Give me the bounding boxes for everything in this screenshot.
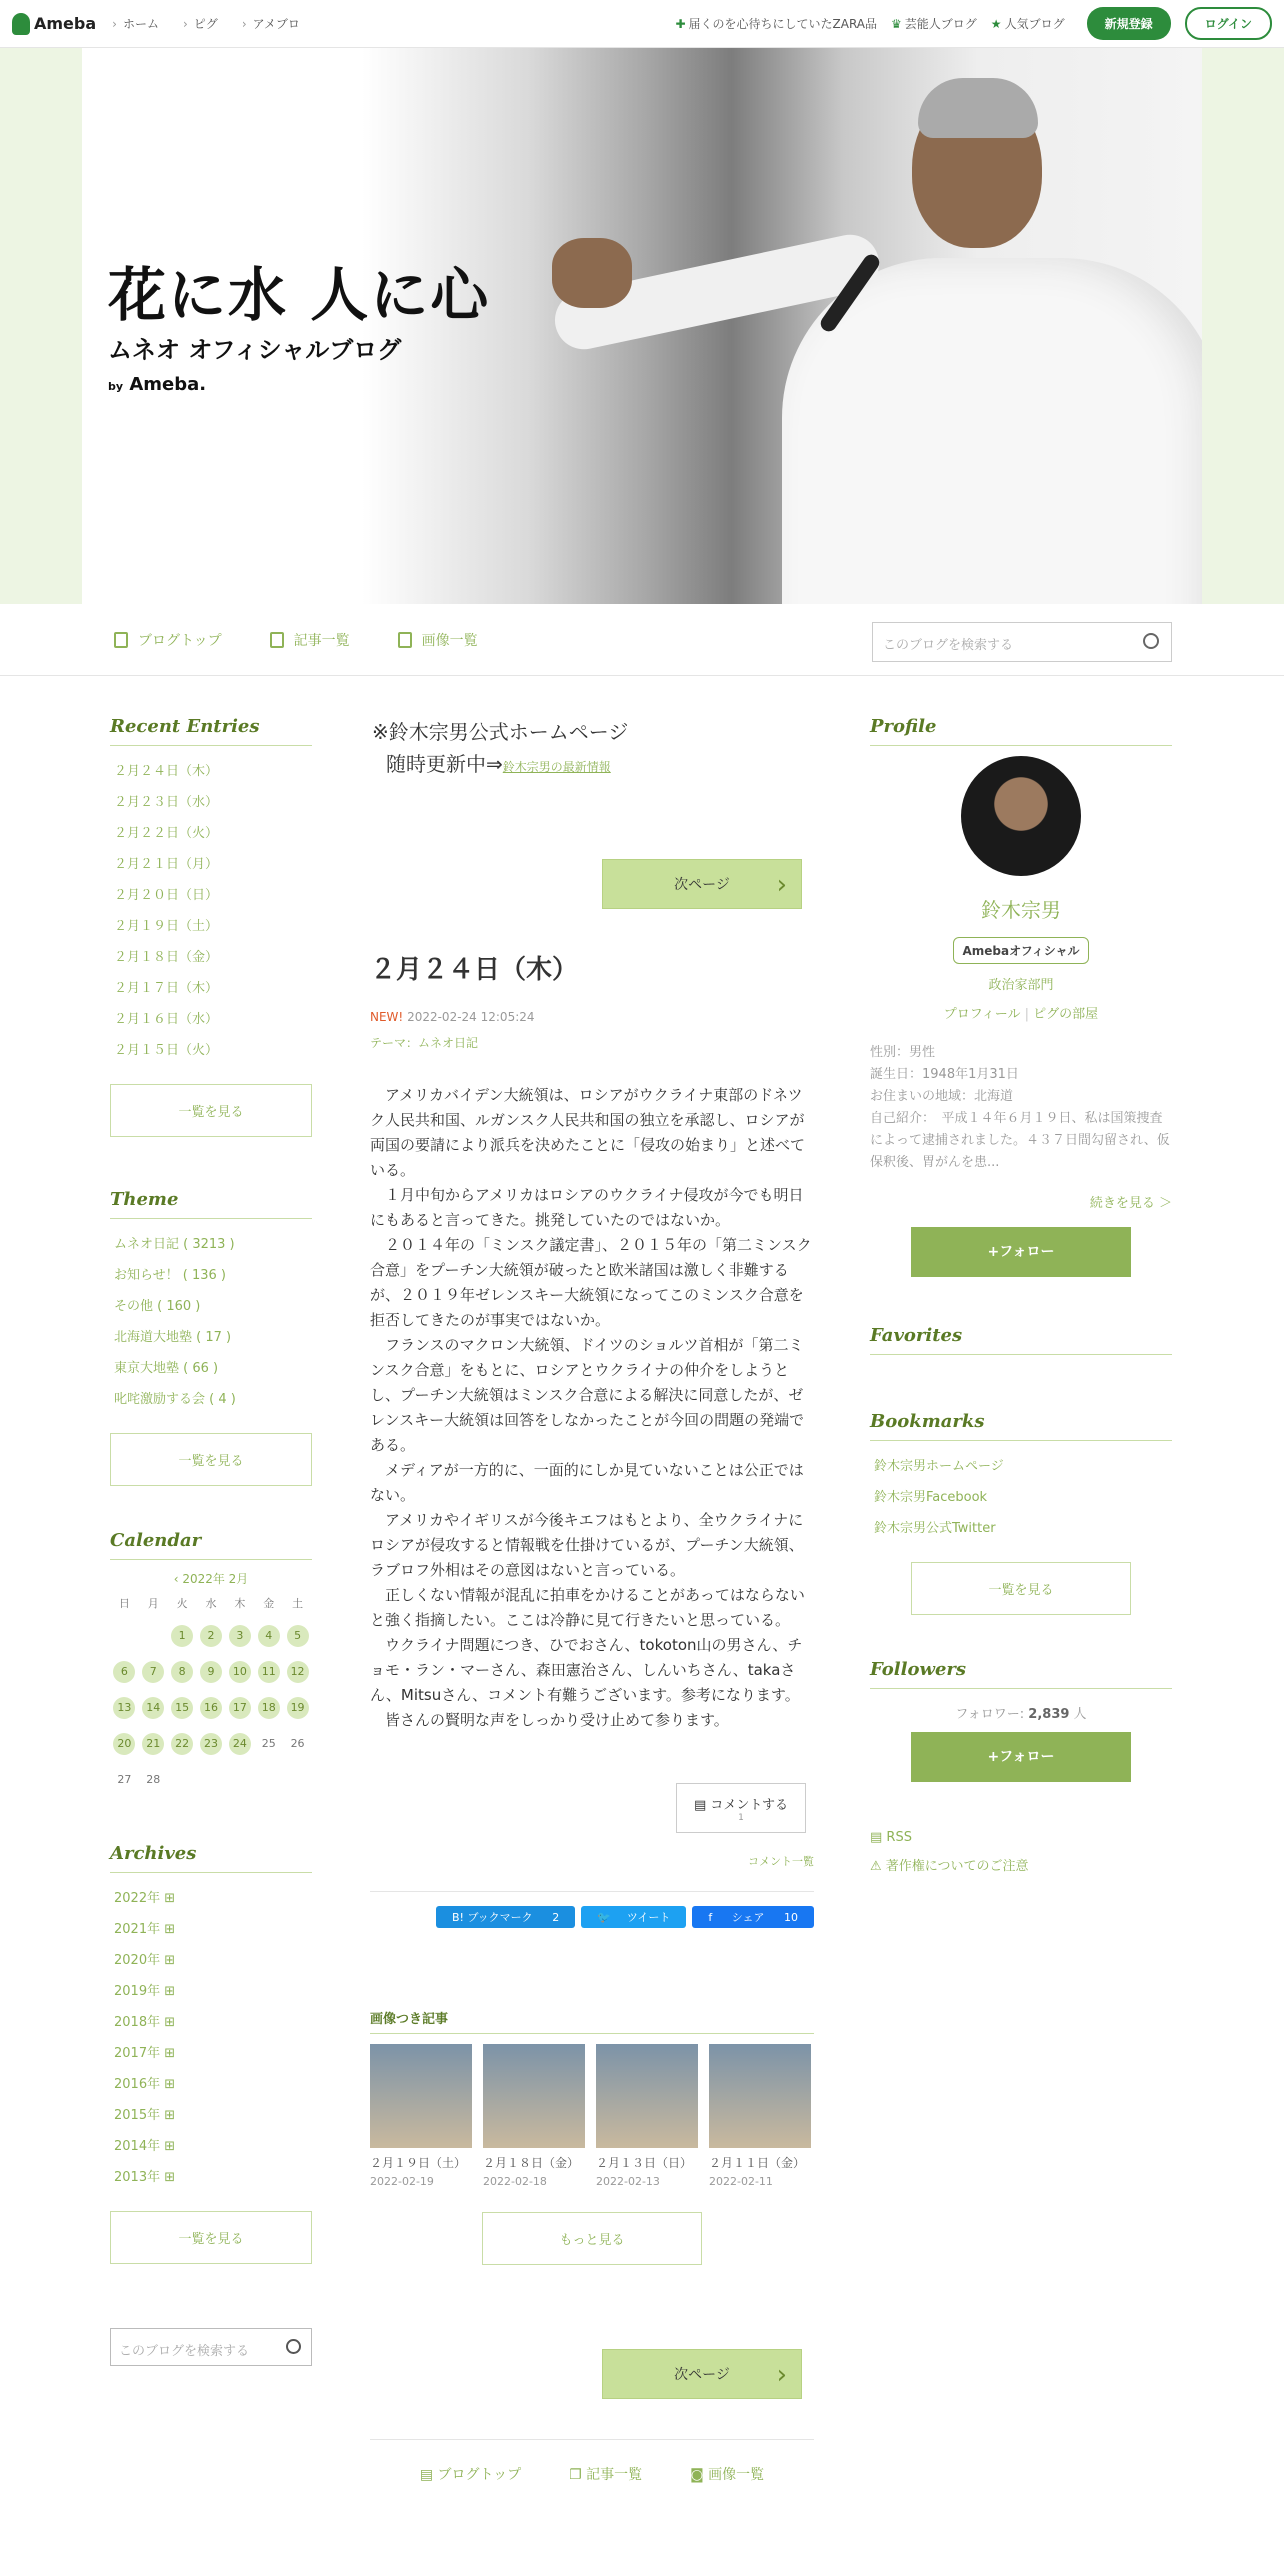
theme-link[interactable]: 叱咤激励する会 ( 4 ) (114, 1392, 236, 1407)
calendar-cell (139, 1661, 168, 1683)
next-page-button-bottom[interactable]: 次ページ › (602, 2349, 802, 2399)
archive-year-link[interactable]: 2013年 ⊞ (114, 2170, 176, 2185)
paragraph: メディアが一方的に、一面的にしか見ていないことは公正ではない。 (370, 1461, 804, 1504)
plus-box-icon[interactable]: ⊞ (160, 2170, 176, 2185)
copy-icon (270, 632, 284, 648)
photo-articles-heading: 画像つき記事 (370, 2008, 814, 2034)
paragraph: 皆さんの賢明な声をしっかり受け止めて参ります。 (370, 1711, 729, 1729)
calendar-day[interactable]: 22 (171, 1733, 193, 1755)
thumbnail-image (596, 2044, 698, 2148)
paragraph: 正しくない情報が混乱に拍車をかけることがあってはならないと強く指摘したい。ここは冷静に見て行きたいと思っている。 (370, 1586, 805, 1629)
theme-list (110, 1229, 312, 1415)
login-button[interactable]: ログイン (1185, 7, 1272, 40)
calendar-grid (110, 1595, 312, 1791)
theme-link[interactable]: ムネオ日記 ( 3213 ) (114, 1237, 235, 1252)
profile-info: 性別：男性 誕生日：1948年1月31日 お住まいの地域：北海道 自己紹介： 平成１４年６月１９日、私は国策捜査によって逮捕されました。４３７日間勾留され、仮保釈後、胃がんを患... (870, 1045, 1170, 1170)
nav-ameblo[interactable]: › アメブロ (242, 15, 300, 32)
calendar-cell (283, 1661, 312, 1683)
paragraph: １月中旬からアメリカはロシアのウクライナ侵攻が今でも明日にもあると言ってきた。挑発していたのではないか。 (370, 1186, 804, 1229)
plus-icon: ✚ (675, 17, 686, 31)
calendar-cell (139, 1769, 168, 1791)
photo-article[interactable] (370, 2044, 472, 2188)
weekday: 月 (147, 1597, 159, 1610)
paragraph: ウクライナ問題につき、ひでおさん、tokoton山の男さん、チョモ・ラン・マーさん、森田憲治さん、しんいちさん、takaさん、Mitsuさん、コメント有難うございます。参考になります。 (370, 1636, 803, 1704)
blog-title: 花に水 人に心 (108, 261, 491, 329)
theme-link[interactable]: お知らせ！ ( 136 ) (114, 1268, 226, 1283)
recent-entries-heading: Recent Entries (110, 716, 312, 746)
star-icon: ★ (990, 17, 1002, 31)
archives-see-all-button[interactable]: 一覧を見る (110, 2211, 312, 2264)
recent-entry-link[interactable]: ２月２３日（水） (114, 795, 219, 810)
calendar-cell (110, 1733, 139, 1755)
calendar-cell (254, 1625, 283, 1647)
calendar-day[interactable]: 7 (142, 1661, 164, 1683)
calendar-day: 27 (117, 1773, 132, 1786)
calendar-cell (139, 1733, 168, 1755)
bookmark-link[interactable]: 鈴木宗男Facebook (874, 1490, 988, 1505)
weekday: 水 (205, 1597, 217, 1610)
calendar-blank (110, 1625, 139, 1647)
recent-entry-link[interactable]: ２月２２日（火） (114, 826, 219, 841)
calendar-day[interactable]: 17 (229, 1697, 251, 1719)
photo-articles-list (370, 2044, 814, 2188)
recent-entry-link[interactable]: ２月２０日（日） (114, 888, 219, 903)
rss-link[interactable]: ▤ RSS (870, 1830, 912, 1845)
by-ameba: by Ameba. (108, 374, 207, 395)
plus-box-icon[interactable]: ⊞ (160, 1953, 176, 1968)
twitter-icon: 🐦 (597, 1911, 611, 1924)
calendar-day[interactable]: 2 (200, 1625, 222, 1647)
archive-year-link[interactable]: 2018年 ⊞ (114, 2015, 176, 2030)
page-icon (114, 632, 128, 648)
share-buttons (370, 1906, 814, 1928)
entry-list-link[interactable]: 記事一覧 (270, 630, 350, 650)
calendar-blank (139, 1625, 168, 1647)
archive-year-link[interactable]: 2016年 ⊞ (114, 2077, 176, 2092)
photo-article[interactable] (709, 2044, 811, 2188)
recent-see-all-button[interactable]: 一覧を見る (110, 1084, 312, 1137)
calendar-day: 28 (146, 1773, 161, 1786)
copy-icon: ❐ (569, 2467, 587, 2483)
theme-see-all-button[interactable]: 一覧を見る (110, 1433, 312, 1486)
photo-article-date: 2022-02-11 (709, 2175, 773, 2188)
calendar-cell (139, 1697, 168, 1719)
main-article (370, 716, 814, 2484)
frog-icon (12, 13, 30, 35)
theme-link[interactable]: 東京大地塾 ( 66 ) (114, 1361, 219, 1376)
photo-article-title: ２月１９日（土） (370, 2156, 467, 2170)
footer-image-list-link[interactable]: ◙ 画像一覧 (690, 2467, 765, 2483)
calendar-cell (254, 1733, 283, 1755)
left-sidebar (110, 716, 312, 2366)
camera-icon: ◙ (690, 2467, 709, 2483)
calendar-day[interactable]: 21 (142, 1733, 164, 1755)
footer-blog-top-link[interactable]: ▤ ブログトップ (419, 2467, 522, 2483)
calendar-day[interactable]: 12 (287, 1661, 309, 1683)
plus-box-icon[interactable]: ⊞ (160, 2046, 176, 2061)
photo-article[interactable] (483, 2044, 585, 2188)
thumbnail-image (370, 2044, 472, 2148)
calendar-cell (197, 1733, 226, 1755)
calendar-month[interactable]: ‹ 2022年 2月 (173, 1572, 249, 1586)
global-header (0, 0, 1284, 48)
calendar-day[interactable]: 13 (113, 1697, 135, 1719)
footer-nav (370, 2439, 814, 2484)
tweet-button[interactable]: 🐦 ツイート (581, 1906, 686, 1928)
warning-icon: ⚠ (870, 1859, 886, 1874)
favorites-heading: Favorites (870, 1325, 1172, 1355)
plus-box-icon[interactable]: ⊞ (160, 1891, 176, 1906)
notice-link[interactable]: 鈴木宗男の最新情報 (502, 760, 611, 774)
comment-button[interactable]: ▤ コメントする 1 (676, 1783, 806, 1833)
ameba-logo[interactable]: Ameba (12, 13, 96, 35)
calendar-day[interactable]: 24 (229, 1733, 251, 1755)
follow-button[interactable]: +フォロー (911, 1227, 1131, 1277)
calendar-cell (197, 1625, 226, 1647)
calendar-cell (168, 1661, 197, 1683)
calendar-day[interactable]: 10 (229, 1661, 251, 1683)
calendar-day[interactable]: 16 (200, 1697, 222, 1719)
calendar-day[interactable]: 3 (229, 1625, 251, 1647)
blog-subtitle: ムネオ オフィシャルブログ (108, 336, 402, 364)
weekday: 日 (118, 1597, 130, 1610)
calendar-day[interactable]: 11 (258, 1661, 280, 1683)
nav-pigg[interactable]: › ピグ (183, 15, 218, 32)
follow-button-bottom[interactable]: +フォロー (911, 1732, 1131, 1782)
register-button[interactable]: 新規登録 (1087, 7, 1171, 40)
archive-year-link[interactable]: 2019年 ⊞ (114, 1984, 176, 1999)
calendar-cell (197, 1661, 226, 1683)
calendar-cell (168, 1625, 197, 1647)
archives-list (110, 1883, 312, 2193)
facebook-icon: f (708, 1911, 716, 1924)
archive-year-link[interactable]: 2014年 ⊞ (114, 2139, 176, 2154)
profile-category[interactable]: 政治家部門 (988, 978, 1054, 993)
photo-article-date: 2022-02-13 (596, 2175, 660, 2188)
trend-link[interactable]: ✚ 届くのを心待ちにしていたZARA品 (675, 17, 878, 31)
calendar-cell (168, 1697, 197, 1719)
article-body (370, 1083, 814, 1733)
calendar-cell (283, 1733, 312, 1755)
archive-year-link[interactable]: 2022年 ⊞ (114, 1891, 176, 1906)
recent-entry-link[interactable]: ２月２１日（月） (114, 857, 219, 872)
celebrity-blog-link[interactable]: ♛ 芸能人ブログ (891, 17, 977, 31)
article-theme-link[interactable]: テーマ：ムネオ日記 (370, 1036, 479, 1050)
nav-home[interactable]: › ホーム (112, 15, 159, 32)
next-page-button[interactable]: 次ページ › (602, 859, 802, 909)
photo-article-title: ２月１３日（日） (596, 2156, 693, 2170)
calendar-cell (225, 1697, 254, 1719)
recent-entry-link[interactable]: ２月２４日（木） (114, 764, 219, 779)
calendar-cell (225, 1733, 254, 1755)
calendar-cell (225, 1661, 254, 1683)
profile-links: プロフィール | ピグの部屋 (943, 1007, 1099, 1022)
recent-entry-link[interactable]: ２月１７日（木） (114, 981, 219, 996)
photo-article-date: 2022-02-19 (370, 2175, 434, 2188)
plus-box-icon[interactable]: ⊞ (160, 2108, 176, 2123)
page-icon: ▤ (419, 2467, 438, 2483)
footer-entry-list-link[interactable]: ❐ 記事一覧 (569, 2467, 643, 2483)
calendar-day[interactable]: 20 (113, 1733, 135, 1755)
photo-article-title: ２月１１日（金） (709, 2156, 806, 2170)
article-title[interactable]: ２月２４日（木） (370, 955, 579, 985)
bookmarks-list (870, 1451, 1172, 1544)
crown-icon: ♛ (891, 17, 902, 31)
paragraph: アメリカやイギリスが今後キエフはもとより、全ウクライナにロシアが侵攻すると情報戦を仕掛けているが、プーチン大統領、ラブロフ外相はその意図はないと言っている。 (370, 1511, 804, 1579)
copyright-link[interactable]: ⚠ 著作権についてのご注意 (870, 1859, 1029, 1874)
calendar-day[interactable]: 4 (258, 1625, 280, 1647)
bookmarks-see-all-button[interactable]: 一覧を見る (911, 1562, 1131, 1615)
plus-box-icon[interactable]: ⊞ (160, 2077, 176, 2092)
calendar-cell (225, 1625, 254, 1647)
calendar-cell (254, 1661, 283, 1683)
thumbnail-image (709, 2044, 811, 2148)
followers-count: フォロワー: 2,839 人 (955, 1707, 1087, 1722)
sidebar-search-input[interactable]: このブログを検索する (110, 2328, 312, 2366)
calendar-cell (110, 1769, 139, 1791)
calendar-day[interactable]: 18 (258, 1697, 280, 1719)
calendar-day[interactable]: 8 (171, 1661, 193, 1683)
weekday: 木 (234, 1597, 246, 1610)
bookmarks-heading: Bookmarks (870, 1411, 1172, 1441)
calendar-cell (283, 1697, 312, 1719)
calendar-cell (283, 1625, 312, 1647)
calendar-day[interactable]: 6 (113, 1661, 135, 1683)
calendar-day[interactable]: 15 (171, 1697, 193, 1719)
calendar-day[interactable]: 9 (200, 1661, 222, 1683)
profile-heading: Profile (870, 716, 1172, 746)
recent-entry-link[interactable]: ２月１８日（金） (114, 950, 219, 965)
archives-heading: Archives (110, 1843, 312, 1873)
paragraph: アメリカバイデン大統領は、ロシアがウクライナ東部のドネツク人民共和国、ルガンスク人民共和国の独立を承認し、ロシアが両国の要請により派兵を決めたことに「侵攻の始まり」と述べている。 (370, 1086, 806, 1179)
calendar-cell (197, 1697, 226, 1719)
right-sidebar (870, 716, 1172, 1874)
blog-nav (0, 604, 1284, 676)
weekday: 火 (176, 1597, 188, 1610)
photo-article-title: ２月１８日（金） (483, 2156, 580, 2170)
pigg-room-link[interactable]: ピグの部屋 (1033, 1007, 1099, 1022)
recent-entry-link[interactable]: ２月１９日（土） (114, 919, 219, 934)
profile-link[interactable]: プロフィール (943, 1007, 1021, 1022)
more-button[interactable]: もっと見る (482, 2212, 702, 2265)
calendar-day: 26 (290, 1737, 305, 1750)
search-icon[interactable] (1143, 633, 1159, 649)
camera-icon (398, 632, 412, 648)
weekday: 金 (263, 1597, 275, 1610)
notice: ※鈴木宗男公式ホームページ 随時更新中⇒鈴木宗男の最新情報 (372, 720, 629, 776)
thumbnail-image (483, 2044, 585, 2148)
facebook-share-button[interactable]: f シェア 10 (692, 1906, 814, 1928)
weekday: 土 (292, 1597, 304, 1610)
calendar-day[interactable]: 5 (287, 1625, 309, 1647)
image-list-link[interactable]: 画像一覧 (398, 630, 478, 650)
popular-blog-link[interactable]: ★ 人気ブログ (990, 17, 1065, 31)
blog-search-input[interactable]: このブログを検索する (872, 622, 1172, 662)
calendar-cell (168, 1733, 197, 1755)
archive-year-link[interactable]: 2020年 ⊞ (114, 1953, 176, 1968)
calendar-cell (110, 1661, 139, 1683)
search-icon[interactable] (286, 2339, 301, 2354)
blog-header-image[interactable] (82, 48, 1202, 604)
recent-entry-link[interactable]: ２月１６日（水） (114, 1012, 219, 1027)
paragraph: フランスのマクロン大統領、ドイツのショルツ首相が「第二ミンスク合意」をもとに、ロシアとウクライナの仲介をしようとし、プーチン大統領はミンスク合意による解決に同意したが、ゼレンスキー大統領は回答をしなかったことが今回の問題の発端である。 (370, 1336, 805, 1454)
plus-box-icon[interactable]: ⊞ (160, 2015, 176, 2030)
calendar-day[interactable]: 23 (200, 1733, 222, 1755)
read-more-link[interactable]: 続きを見る ＞ (1089, 1196, 1172, 1211)
calendar-heading: Calendar (110, 1530, 312, 1560)
paragraph: ２０１４年の「ミンスク議定書」、２０１５年の「第二ミンスク合意」をプーチン大統領が破ったと欧米諸国は激しく非難するが、２０１９年ゼレンスキー大統領になってこのミンスク合意を拒否してきたのが事実ではないか。 (370, 1236, 812, 1329)
archive-year-link[interactable]: 2017年 ⊞ (114, 2046, 176, 2061)
avatar[interactable] (961, 756, 1081, 876)
photo-article[interactable] (596, 2044, 698, 2188)
profile-name[interactable]: 鈴木宗男 (981, 898, 1061, 922)
bookmark-link[interactable]: 鈴木宗男ホームページ (874, 1459, 1004, 1474)
photo-article-date: 2022-02-18 (483, 2175, 547, 2188)
chevron-left-icon[interactable]: ‹ (173, 1572, 183, 1586)
comment-icon: ▤ (693, 1798, 711, 1813)
official-badge: Amebaオフィシャル (953, 937, 1089, 964)
theme-heading: Theme (110, 1189, 312, 1219)
plus-box-icon[interactable]: ⊞ (160, 1984, 176, 1999)
theme-link[interactable]: 北海道大地塾 ( 17 ) (114, 1330, 232, 1345)
calendar-cell (254, 1697, 283, 1719)
plus-box-icon[interactable]: ⊞ (160, 2139, 176, 2154)
followers-heading: Followers (870, 1659, 1172, 1689)
calendar-day: 25 (261, 1737, 276, 1750)
article-meta: NEW! 2022-02-24 12:05:24 (370, 1010, 535, 1024)
hatena-bookmark-button[interactable]: B! ブックマーク 2 (436, 1906, 575, 1928)
archive-year-link[interactable]: 2015年 ⊞ (114, 2108, 176, 2123)
plus-box-icon[interactable]: ⊞ (160, 1922, 176, 1937)
calendar-day[interactable]: 19 (287, 1697, 309, 1719)
comment-list-link[interactable]: コメント一覧 (370, 1853, 814, 1892)
recent-entry-link[interactable]: ２月１５日（火） (114, 1043, 219, 1058)
theme-link[interactable]: その他 ( 160 ) (114, 1299, 201, 1314)
recent-entries-list (110, 756, 312, 1066)
bookmark-link[interactable]: 鈴木宗男公式Twitter (874, 1521, 996, 1536)
calendar-cell (110, 1697, 139, 1719)
archive-year-link[interactable]: 2021年 ⊞ (114, 1922, 176, 1937)
blog-top-link[interactable]: ブログトップ (114, 630, 222, 650)
calendar-day[interactable]: 1 (171, 1625, 193, 1647)
calendar-day[interactable]: 14 (142, 1697, 164, 1719)
rss-icon: ▤ (870, 1830, 887, 1845)
